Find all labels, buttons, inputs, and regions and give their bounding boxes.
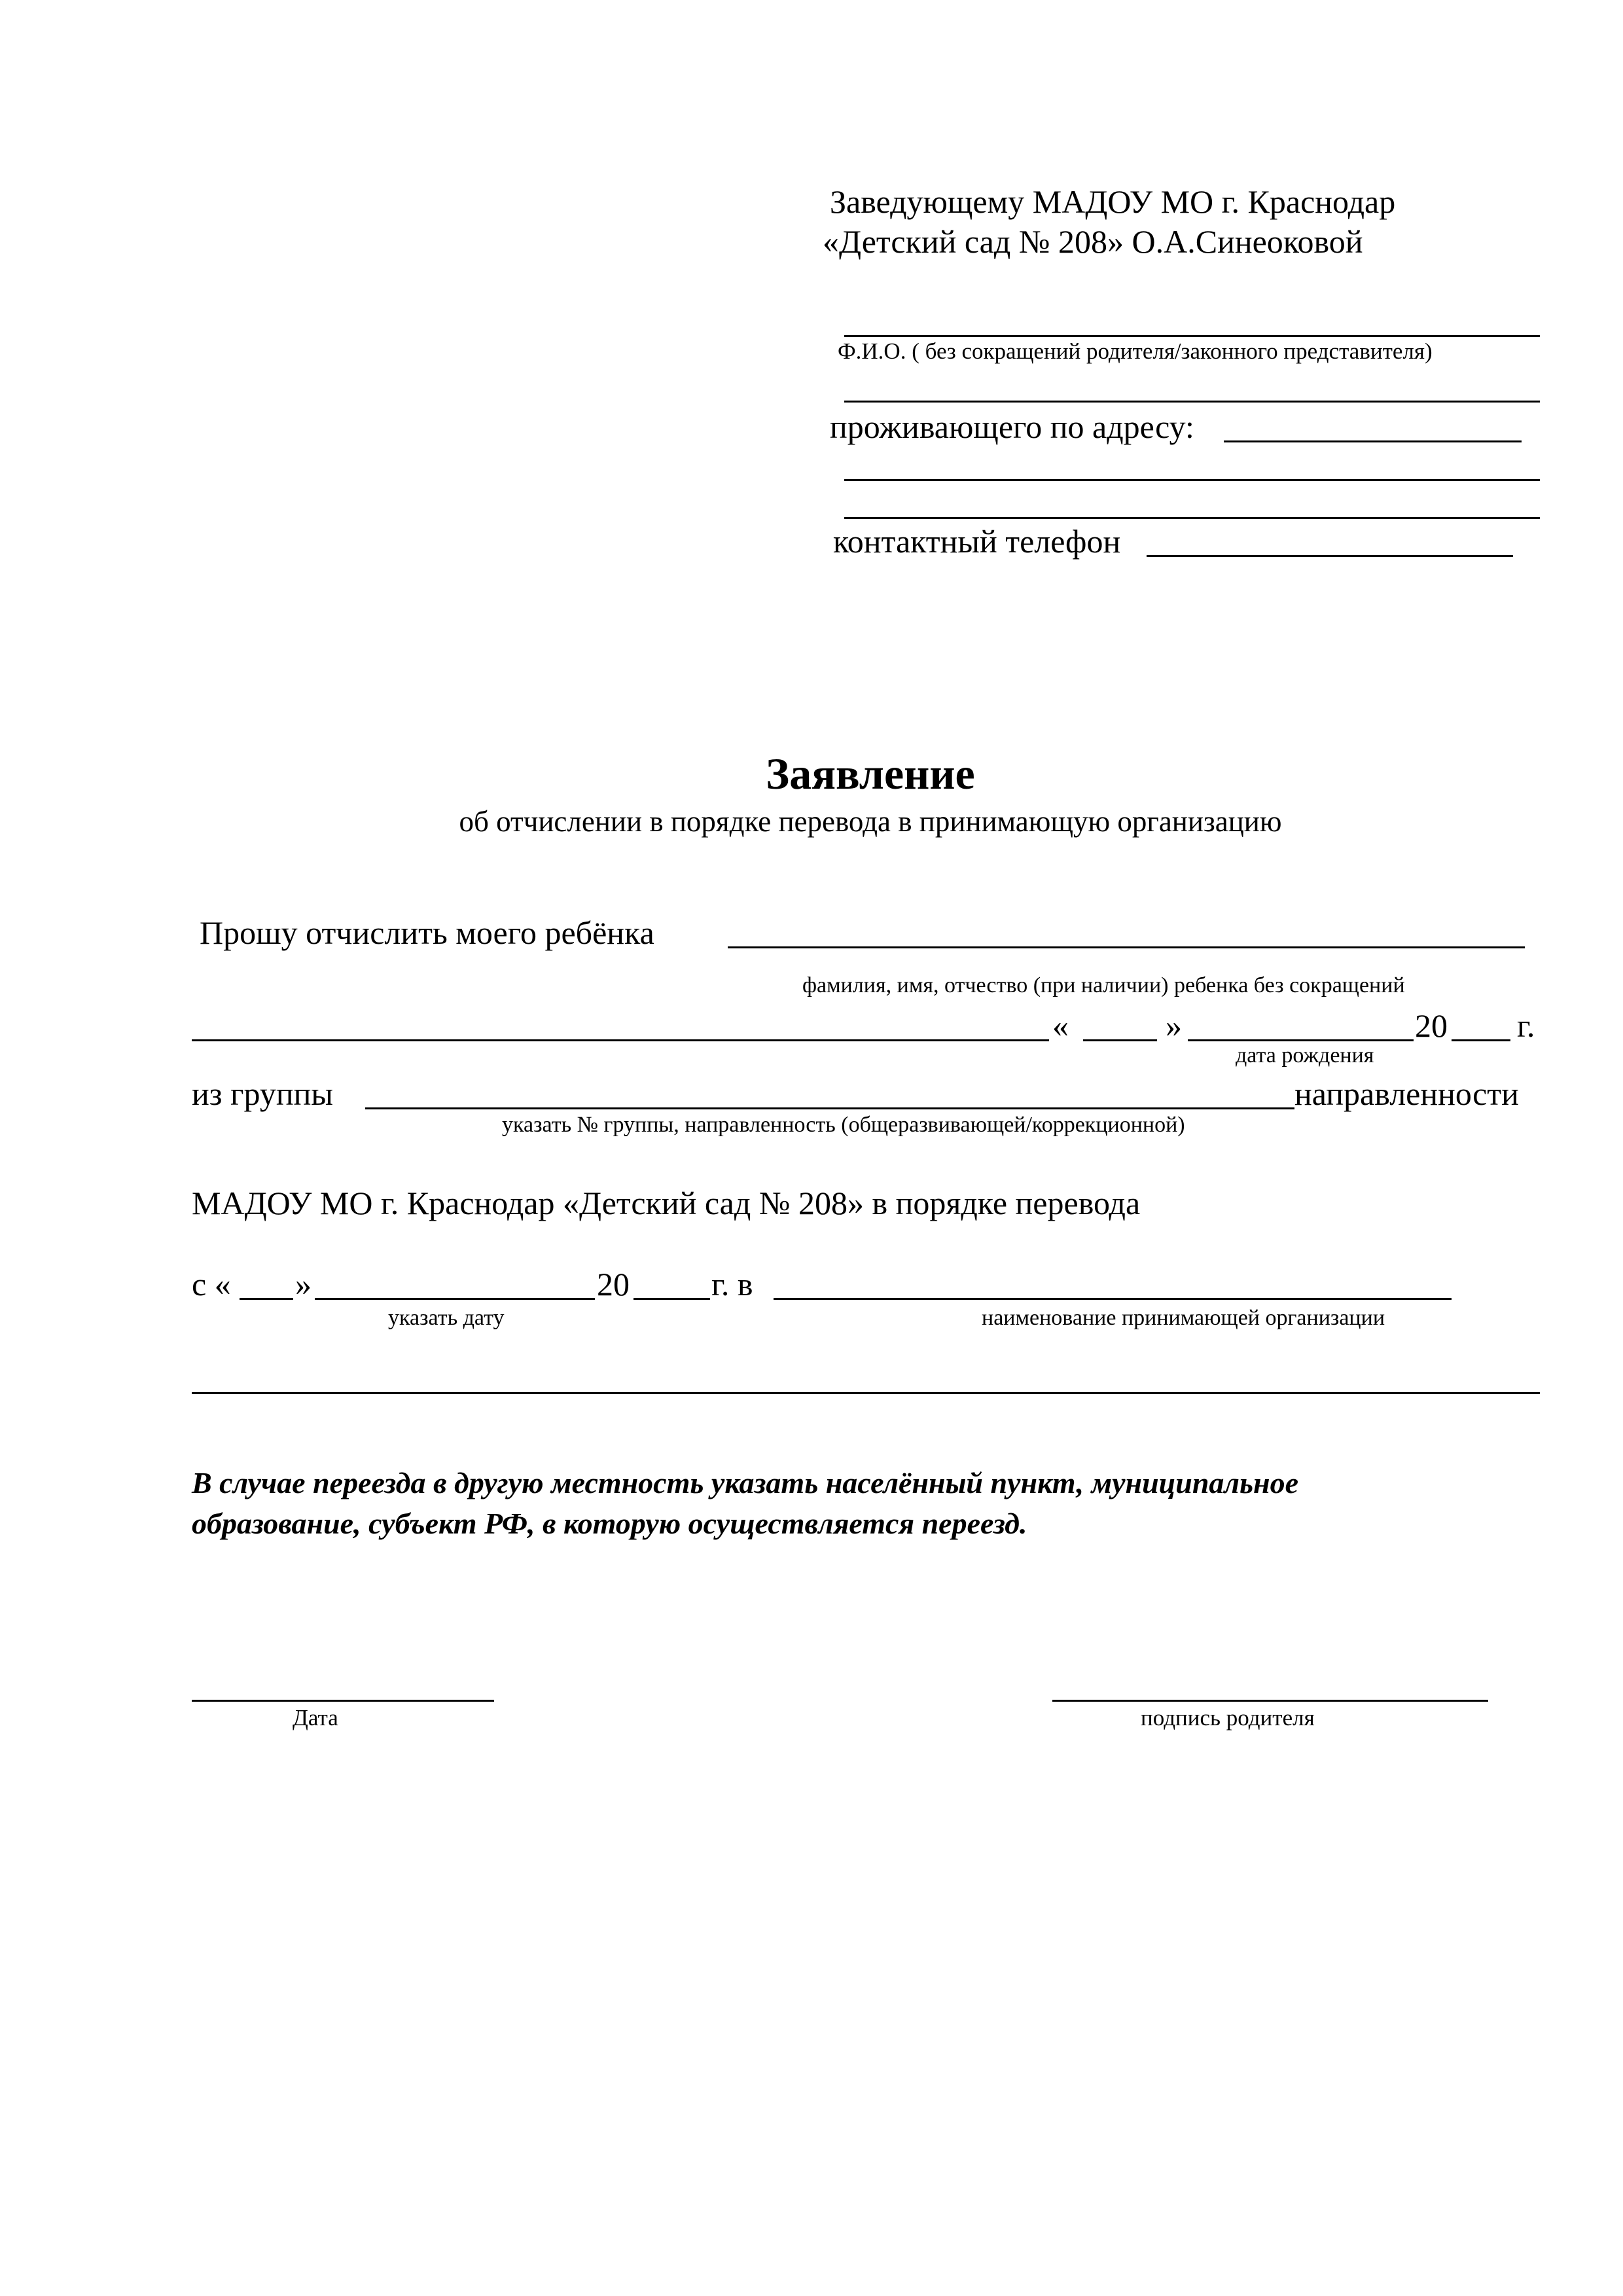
group-prefix: из группы — [192, 1075, 333, 1112]
group-caption: указать № группы, направленность (общеразвивающей/коррекционной) — [502, 1113, 1185, 1137]
phone-label: контактный телефон — [833, 523, 1121, 560]
relocation-note-line-2: образование, субъект РФ, в которую осуществляется переезд. — [192, 1507, 1027, 1540]
parent-fio-caption: Ф.И.О. ( без сокращений родителя/законного представителя) — [838, 338, 1433, 364]
transfer-date-close-quote: » — [295, 1266, 312, 1302]
transfer-year-field-line[interactable] — [633, 1298, 710, 1300]
addressee-line-2: «Детский сад № 208» О.А.Синеоковой — [823, 223, 1363, 260]
child-name-field-line[interactable] — [728, 946, 1525, 948]
birth-day-field-line[interactable] — [1083, 1039, 1157, 1041]
request-text: Прошу отчислить моего ребёнка — [200, 914, 654, 951]
receiving-org-caption: наименование принимающей организации — [982, 1306, 1385, 1330]
parent-fio-field-line[interactable] — [844, 335, 1540, 337]
birth-date-year-suffix: г. — [1517, 1007, 1535, 1044]
institution-line: МАДОУ МО г. Краснодар «Детский сад № 208» в порядке перевода — [192, 1185, 1141, 1221]
parent-signature-field-line[interactable] — [1052, 1700, 1488, 1702]
phone-field-line[interactable] — [1147, 555, 1513, 557]
transfer-day-field-line[interactable] — [240, 1298, 293, 1300]
birth-date-close-quote: » — [1166, 1007, 1182, 1044]
document-subtitle: об отчислении в порядке перевода в принимающую организацию — [459, 805, 1282, 838]
address-field-line-3[interactable] — [844, 517, 1540, 519]
date-caption: Дата — [293, 1705, 338, 1731]
birth-month-field-line[interactable] — [1188, 1039, 1414, 1041]
birth-date-caption: дата рождения — [1236, 1043, 1374, 1067]
birth-date-open-quote: « — [1052, 1007, 1069, 1044]
child-name-caption: фамилия, имя, отчество (при наличии) ребенка без сокращений — [802, 973, 1405, 997]
parent-fio-field-line-2[interactable] — [844, 401, 1540, 403]
parent-signature-caption: подпись родителя — [1141, 1705, 1315, 1731]
address-label: проживающего по адресу: — [830, 408, 1194, 445]
relocation-note-line-1: В случае переезда в другую местность указать населённый пункт, муниципальное — [192, 1466, 1299, 1499]
transfer-date-century: 20 — [597, 1266, 630, 1302]
birth-year-field-line[interactable] — [1452, 1039, 1510, 1041]
birth-date-century: 20 — [1415, 1007, 1448, 1044]
receiving-org-field-line-2[interactable] — [192, 1392, 1540, 1394]
address-field-line-2[interactable] — [844, 479, 1540, 481]
transfer-date-caption: указать дату — [388, 1306, 505, 1330]
transfer-month-field-line[interactable] — [315, 1298, 595, 1300]
transfer-date-prefix: с « — [192, 1266, 231, 1302]
group-suffix: направленности — [1294, 1075, 1519, 1112]
group-field-line[interactable] — [365, 1107, 1294, 1109]
document-title: Заявление — [766, 749, 975, 798]
receiving-org-field-line[interactable] — [774, 1298, 1452, 1300]
addressee-line-1: Заведующему МАДОУ МО г. Краснодар — [830, 183, 1396, 220]
child-name-field-line-2[interactable] — [192, 1039, 1049, 1041]
transfer-date-year-suffix: г. в — [711, 1266, 753, 1302]
date-signature-field-line[interactable] — [192, 1700, 494, 1702]
address-field-line[interactable] — [1224, 440, 1522, 442]
